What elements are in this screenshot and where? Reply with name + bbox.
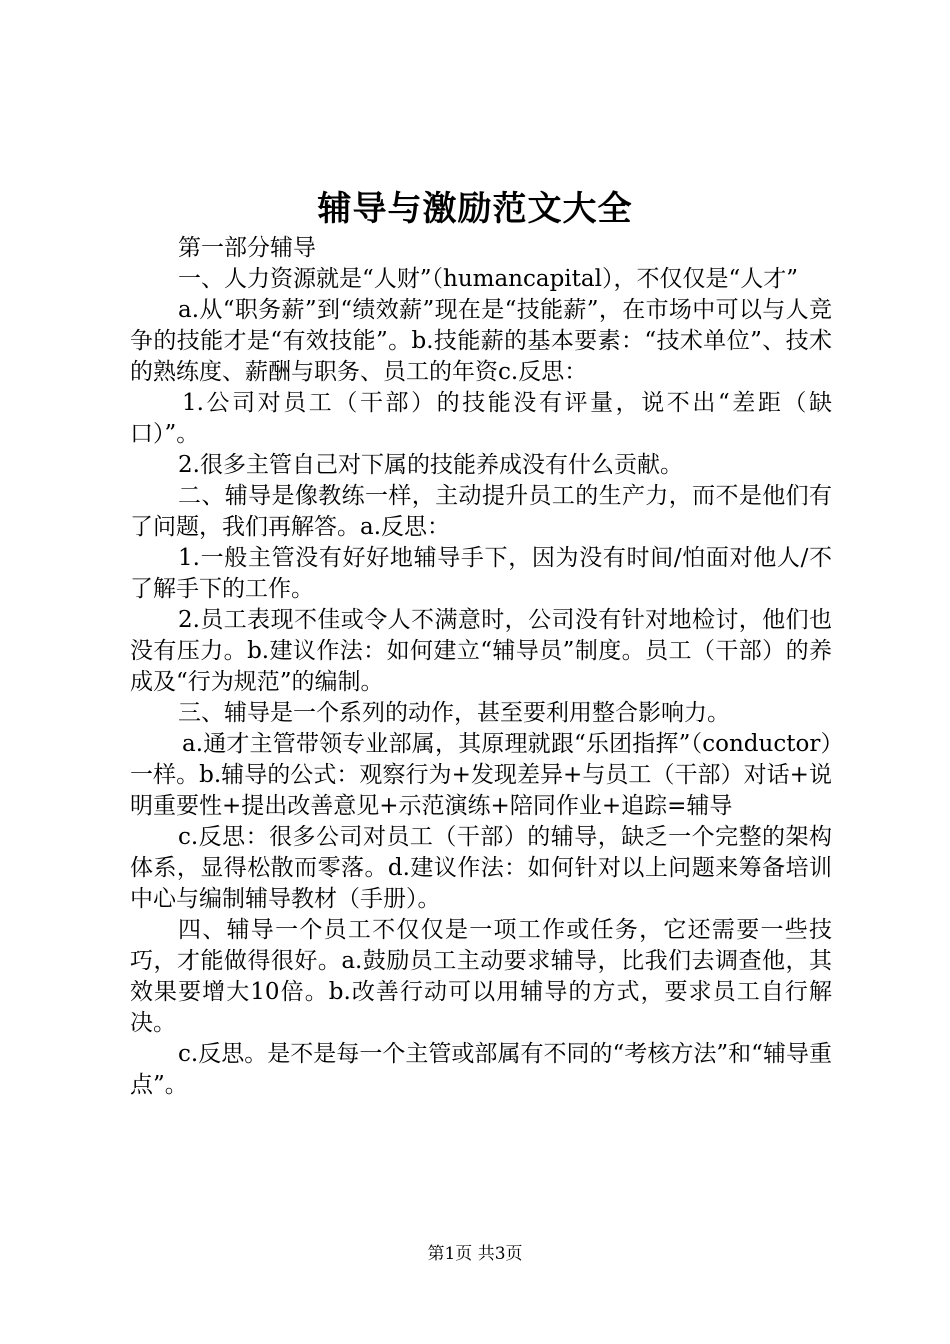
paragraph-point-1c2: 2.很多主管自己对下属的技能养成没有什么贡献。: [178, 452, 683, 478]
document-title: 辅导与激励范文大全: [317, 189, 633, 229]
paragraph-point-1c1: 1.公司对员工（干部）的技能没有评量，说不出“差距（缺口）”。: [130, 390, 832, 447]
paragraph-point-4: 四、辅导一个员工不仅仅是一项工作或任务，它还需要一些技巧，才能做得很好。a.鼓励员工主动要求辅导，比我们去调查他，其效果要增大10倍。b.改善行动可以用辅导的方式，要求员工自行解决。: [130, 917, 832, 1036]
paragraph-section-heading: 第一部分辅导: [178, 235, 316, 261]
paragraph-point-2a1: 1.一般主管没有好好地辅导手下，因为没有时间/怕面对他人/不了解手下的工作。: [130, 545, 832, 602]
document-body: [130, 233, 832, 1101]
paragraph-point-2: 二、辅导是像教练一样，主动提升员工的生产力，而不是他们有了问题，我们再解答。a.反思：: [130, 483, 832, 540]
paragraph-point-3a: a.通才主管带领专业部属，其原理就跟“乐团指挥”（conductor）一样。b.辅导的公式：观察行为+发现差异+与员工（干部）对话+说明重要性+提出改善意见+示范演练+陪同作业+追踪=辅导: [130, 731, 832, 819]
paragraph-point-1a: a.从“职务薪”到“绩效薪”现在是“技能薪”，在市场中可以与人竞争的技能才是“有效技能”。b.技能薪的基本要素：“技术单位”、技术的熟练度、薪酬与职务、员工的年资c.反思：: [130, 297, 832, 385]
paragraph-point-4c: c.反思。是不是每一个主管或部属有不同的“考核方法”和“辅导重点”。: [130, 1041, 832, 1098]
paragraph-point-3c: c.反思：很多公司对员工（干部）的辅导，缺乏一个完整的架构体系，显得松散而零落。d.建议作法：如何针对以上问题来筹备培训中心与编制辅导教材（手册）。: [130, 824, 832, 912]
paragraph-point-2a2: 2.员工表现不佳或令人不满意时，公司没有针对地检讨，他们也没有压力。b.建议作法：如何建立“辅导员”制度。员工（干部）的养成及“行为规范”的编制。: [130, 607, 832, 695]
page-footer: 第1页 共3页: [427, 1244, 523, 1264]
paragraph-point-3: 三、辅导是一个系列的动作，甚至要利用整合影响力。: [178, 700, 730, 726]
paragraph-point-1: 一、人力资源就是“人财”（humancapital），不仅仅是“人才”: [178, 266, 798, 292]
